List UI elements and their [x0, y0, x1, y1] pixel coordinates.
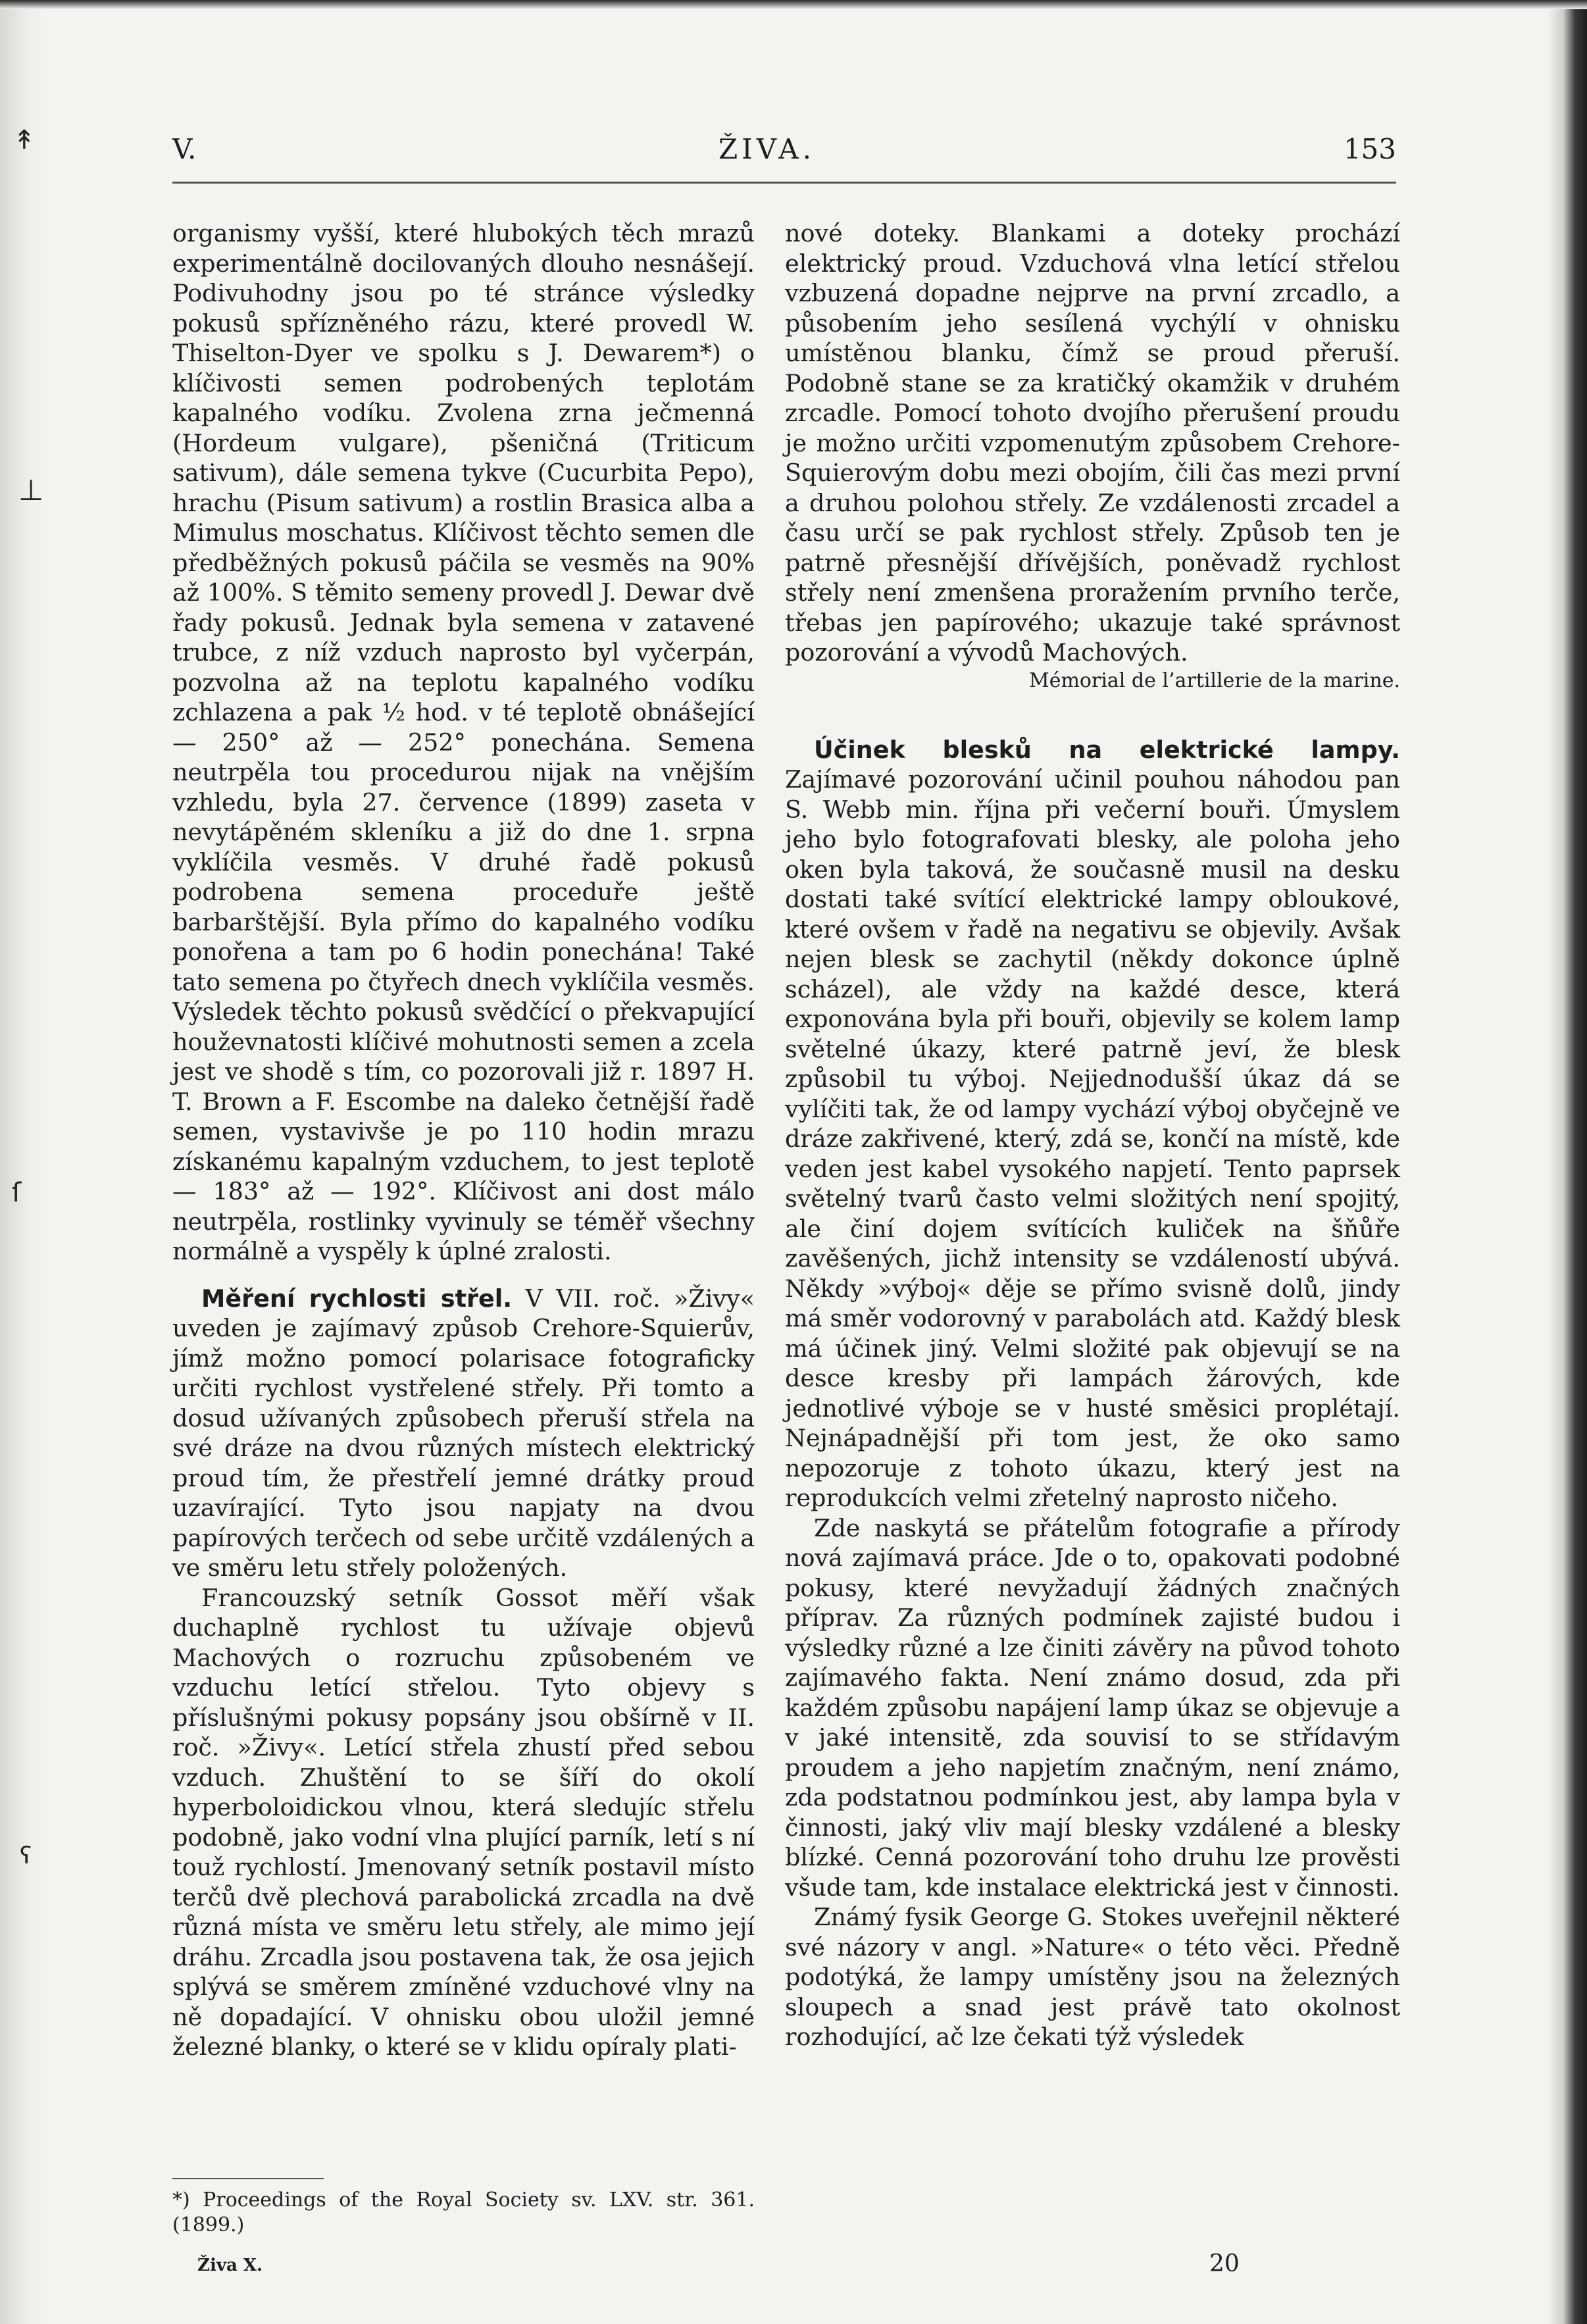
- page-edge-right: [1548, 0, 1587, 2324]
- article-paragraph: Známý fysik George G. Stokes uveřejnil některé své názory v angl. »Nature« o této věci. Předně podotýká, že lampy umístěny jsou na železných sloupech a snad jest právě tato okolnost rozhodující, ač lze čekati týž výsledek: [785, 1903, 1400, 2051]
- margin-mark: ⊥: [18, 474, 44, 507]
- left-column: [172, 218, 755, 2062]
- volume-number: V.: [172, 133, 197, 165]
- section-text: Zajímavé pozorování učinil pouhou náhodou pan S. Webb min. října při večerní bouři. Úmyslem jeho bylo fotografovati blesky, ale poloha jeho oken byla taková, že současně musil na desku dostati také svítící elektrické lampy obloukové, které ovšem v řadě na negativu se objevily. Avšak nejen blesk se zachytil (někdy dokonce úplně scházel), ale vždy na každé desce, která exponována byla při bouři, objevily se kolem lamp světelné úkazy, které patrně jeví, že blesk způsobil tu výboj. Nejjednodušší úkaz dá se vylíčiti tak, že od lampy vychází výboj obyčejně ve dráze zakřivené, který, zdá se, končí na místě, kde veden jest kabel vysokého napjetí. Tento paprsek světelný tvarů často velmi složitých není spojitý, ale činí dojem svítících kuliček na šňůře zavěšených, jichž intensity se vzdáleností ubývá. Někdy »výboj« děje se přímo svisně dolů, jindy má směr vodorovný v parabolách atd. Každý blesk má účinek jiný. Velmi složité pak objevují se na desce kresby při lampách žárových, kde jednotlivé výboje se v husté směsici proplétají. Nejnápadnější při tom jest, že oko samo nepozoruje z tohoto úkazu, který jest na reprodukcích velmi zřetelný naprosto ničeho.: [785, 765, 1400, 1512]
- page-edge-top: [0, 0, 1587, 9]
- article-paragraph: organismy vyšší, které hlubokých těch mrazů experimentálně docilovaných dlouho nesnášejí. Podivuhodny jsou po té stránce výsledky pokusů spřízněného rázu, které provedl W. Thiselton-Dyer ve spolku s J. Dewarem*) o klíčivosti semen podrobených teplotám kapalného vodíku. Zvolena zrna ječmenná (Hordeum vulgare), pšeničná (Triticum sativum), dále semena tykve (Cucurbita Pepo), hrachu (Pisum sativum) a rostlin Brasica alba a Mimulus moschatus. Klíčivost těchto semen dle předběžných pokusů páčila se vesměs na 90% až 100%. S těmito semeny provedl J. Dewar dvě řady pokusů. Jednak byla semena v zatavené trubce, z níž vzduch naprosto byl vyčerpán, pozvolna až na teplotu kapalného vodíku zchlazena a pak ½ hod. v té teplotě obnášející — 250° až — 252° ponechána. Semena neutrpěla tou procedurou nijak na vnějším vzhledu, byla 27. července (1899) zaseta v nevytápěném skleníku a již do dne 1. srpna vyklíčila vesměs. V druhé řadě pokusů podrobena semena proceduře ještě barbarštější. Byla přímo do kapalného vodíku ponořena a tam po 6 hodin ponechána! Také tato semena po čtyřech dnech vyklíčila vesměs. Výsledek těchto pokusů svědčící o překvapující houževnatosti klíčivé mohutnosti semen a zcela jest ve shodě s tím, co pozorovali již r. 1897 H. T. Brown a F. Escombe na daleko četnější řadě semen, vystavivše je po 110 hodin mrazu získanému kapalným vzduchem, to jest teplotě — 183° až — 192°. Klíčivost ani dost málo neutrpěla, rostlinky vyvinuly se téměř všechny normálně a vyspěly k úplné zralosti.: [172, 219, 755, 1265]
- folio-number: 20: [1209, 2250, 1240, 2277]
- section-heading-bullet-speed: Měření rychlosti střel.: [201, 1284, 513, 1313]
- header-rule: [172, 182, 1396, 184]
- footnote: *) Proceedings of the Royal Society sv. LXV. str. 361. (1899.): [172, 2188, 755, 2236]
- journal-title: ŽIVA.: [718, 133, 815, 165]
- section-text: V VII. roč. »Živy« uveden je zajímavý způsob Crehore-Squierův, jímž možno pomocí polarisace fotograficky určiti rychlost vystřelené střely. Při tomto a dosud užívaných způsobech přeruší střela na své dráze na dvou různých místech elektrický proud tím, že přestřelí jemné drátky proud uzavírající. Tyto jsou napjaty na dvou papírových terčech od sebe určitě vzdálených a ve směru letu střely položených.: [172, 1284, 755, 1582]
- article-paragraph: Zde naskytá se přátelům fotografie a přírody nová zajímavá práce. Jde o to, opakovati podobné pokusy, které nevyžadují žádných značných příprav. Za různých podmínek zajisté budou i výsledky různé a lze činiti závěry na původ tohoto zajímavého fakta. Není známo dosud, zda při každém způsobu napájení lamp úkaz se objevuje a v jaké intensitě, zda souvisí to se střídavým proudem a jeho napjetím značným, není známo, zda podstatnou podmínkou jest, aby lampa byla v činnosti, jaký vliv mají blesky vzdálené a blesky blízké. Cenná pozorování toho druhu lze prověsti všude tam, kde instalace elektrická jest v činnosti.: [785, 1513, 1400, 1902]
- right-column: [785, 218, 1400, 2052]
- article-paragraph: nové doteky. Blankami a doteky prochází elektrický proud. Vzduchová vlna letící střelou vzbuzená dopadne nejprve na první zrcadlo, a působením jeho sesílená vychýlí v ohnisku umístěnou blanku, čímž se proud přeruší. Podobně stane se za kratičký okamžik v druhém zrcadle. Pomocí tohoto dvojího přerušení proudu je možno určiti vzpomenutým způsobem Crehore-Squierovým dobu mezi obojím, čili čas mezi první a druhou polohou střely. Ze vzdálenosti zrcadel a času určí se pak rychlost střely. Způsob ten je patrně přesnější dřívějších, poněvadž rychlost střely není zmenšena proražením prvního terče, třebas jen papírového; ukazuje také správnost pozorování a vývodů Machových.: [785, 219, 1400, 667]
- margin-mark: ↟: [13, 125, 36, 155]
- page-edge-left: [0, 0, 46, 2324]
- section-paragraph: [172, 1284, 755, 1583]
- running-header: [172, 133, 1396, 179]
- margin-mark: ʕ: [20, 1842, 32, 1869]
- section-heading-lightning-lamps: Účinek blesků na elektrické lampy.: [814, 735, 1400, 764]
- page-number: 153: [1343, 133, 1396, 165]
- article-paragraph: Francouzský setník Gossot měří však duchaplně rychlost tu užívaje objevů Machových o rozruchu způsobeném ve vzduchu letící střelou. Tyto objevy s příslušnými pokusy popsány jsou obšírně v II. roč. »Živy«. Letící střela zhustí před sebou vzduch. Zhuštění to se šíří do okolí hyperboloidickou vlnou, která sledujíc střelu podobně, jako vodní vlna plující parník, letí s ní touž rychlostí. Jmenovaný setník postavil místo terčů dvě plechová parabolická zrcadla na dvě různá místa ve směru letu střely, ale mimo její dráhu. Zrcadla jsou postavena tak, že osa jejich splývá se směrem zmíněné vzduchové vlny na ně dopadající. V ohnisku obou uložil jemné železné blanky, o které se v klidu opíraly plati-: [172, 1583, 755, 2061]
- source-citation: Mémorial de l’artillerie de la marine.: [1029, 669, 1400, 692]
- section-paragraph: [785, 735, 1400, 1513]
- signature-mark: Živa X.: [197, 2256, 263, 2275]
- margin-mark: ſ: [12, 1178, 22, 1208]
- footnote-rule: [172, 2178, 324, 2179]
